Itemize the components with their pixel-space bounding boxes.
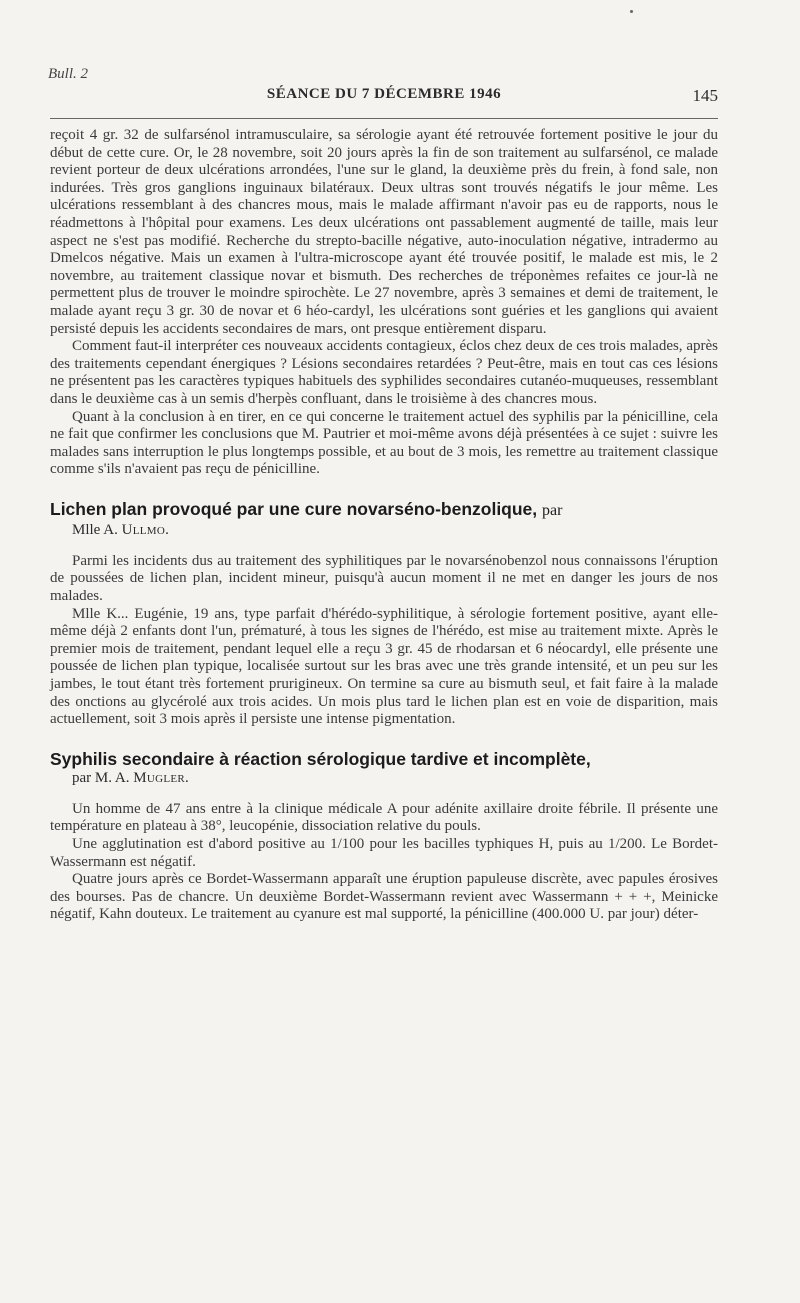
page-header [50,86,718,114]
section-title-text: Syphilis secondaire à réaction sérologique tardive et incomplète, [50,748,591,769]
author-prefix: par M. A. [72,769,130,786]
author-name: Ullmo. [121,521,170,538]
speck [630,10,633,13]
page-number: 145 [692,86,718,105]
paragraph: Comment faut-il interpréter ces nouveaux accidents contagieux, éclos chez deux de ces trois malades, après des traitements cependant énergiques ? Lésions secondaires retardées ? Peut-être, mais en tout cas ces lésions ne présentent pas les caractères typiques habituels des syphilides secondaires cutanéo-muqueuses, ressemblant dans le deuxième cas à un semis d'herpès confluant, dans le troisième à des chancres mous. [50,338,718,407]
paragraph: Quatre jours après ce Bordet-Wassermann apparaît une éruption papuleuse discrète, avec papules érosives des bourses. Pas de chancre. Un deuxième Bordet-Wassermann revient avec Wassermann + + +, Meinicke négatif, Kahn douteux. Le traitement au cyanure est mal supporté, la pénicilline (400.000 U. par jour) déter- [50,871,718,923]
section-author [72,769,718,787]
section-title-par: par [542,501,563,519]
page-body [50,127,718,924]
section-lichen-plan [50,499,718,729]
header-rule [50,118,718,119]
section-title [50,499,718,521]
paragraph: Un homme de 47 ans entre à la clinique médicale A pour adénite axillaire droite fébrile. Il présente une température en plateau à 38°, leucopénie, dissociation relative du pouls. [50,800,718,835]
section-title [50,749,718,769]
paragraph: Mlle K... Eugénie, 19 ans, type parfait d'hérédo-syphilitique, à sérologie fortement positive, ayant elle-même déjà 2 enfants dont l'un, prématuré, à tous les signes de l'hérédo, est mise au traitement mixte. Après le premier mois de traitement, pendant lequel elle a reçu 3 gr. 45 de rhodarsan et 6 néocardyl, elle présente une poussée de lichen plan typique, localisée surtout sur les bras avec une très grande intensité, et un peu sur les jambes, le tout étant très fortement prurigineux. On termine sa cure au bismuth seul, et fait faire à la malade des onctions au glycérolé aux trois acides. Un mois plus tard le lichen plan est en voie de disparition, mais actuellement, soit 3 mois après il persiste une intense pigmentation. [50,605,718,728]
section-author [72,521,718,539]
paragraph: Parmi les incidents dus au traitement des syphilitiques par le novarsénobenzol nous connaissons l'éruption de poussées de lichen plan, incident mineur, puisqu'à aucun moment il ne met en danger les jours de nos malades. [50,552,718,605]
author-name: Mugler. [133,769,190,786]
margin-note: Bull. 2 [48,66,88,82]
author-prefix: Mlle A. [72,521,118,538]
section-title-text: Lichen plan provoqué par une cure novarséno-benzolique, [50,498,538,519]
paragraph: Une agglutination est d'abord positive au 1/100 pour les bacilles typhiques H, puis au 1/200. Le Bordet-Wassermann est négatif. [50,836,718,870]
running-title: SÉANCE DU 7 DÉCEMBRE 1946 [266,86,502,102]
section-syphilis-secondaire [50,749,718,924]
paragraph: reçoit 4 gr. 32 de sulfarsénol intramusculaire, sa sérologie ayant été retrouvée fortement positive le jour du début de cette cure. Or, le 28 novembre, soit 20 jours après la fin de son traitement au sulfarsénol, ce malade revient porteur de deux ulcérations arrondées, l'une sur le gland, la deuxième près du frein, à fond sale, non indurées. Très gros ganglions inguinaux bilatéraux. Deux ultras sont trouvés négatifs le jour même. Les ulcérations ressemblant à des chancres mous, mais le malade affirmant n'avoir pas eu de rapports, nous le réadmettons à l'hôpital pour examens. Les deux ulcérations ont passablement augmenté de taille, mais leur aspect ne s'est pas modifié. Recherche du strepto-bacille négative, auto-inoculation négative, intradermo au Dmelcos négative. Mais un examen à l'ultra-microscope ayant été trouvée positif, le malade est mis, le 2 novembre, au traitement classique novar et bismuth. Des recherches de tréponèmes refaites ce jour-là ne permettent plus de trouver le moindre spirochète. Le 27 novembre, après 3 semaines et demi de traitement, le malade ayant reçu 3 gr. 30 de novar et 6 héo-cardyl, les ulcérations sont guéries et les ganglions qui avaient persisté depuis les accidents secondaires de mars, ont presque entièrement disparu. [50,127,718,337]
paragraph: Quant à la conclusion à en tirer, en ce qui concerne le traitement actuel des syphilis par la pénicilline, cela ne fait que confirmer les conclusions que M. Pautrier et moi-même avons déjà présentées à ce sujet : suivre les malades sans interruption le plus longtemps possible, et au bout de 3 mois, les remettre au traitement classique comme s'ils n'avaient pas reçu de pénicilline. [50,408,718,478]
